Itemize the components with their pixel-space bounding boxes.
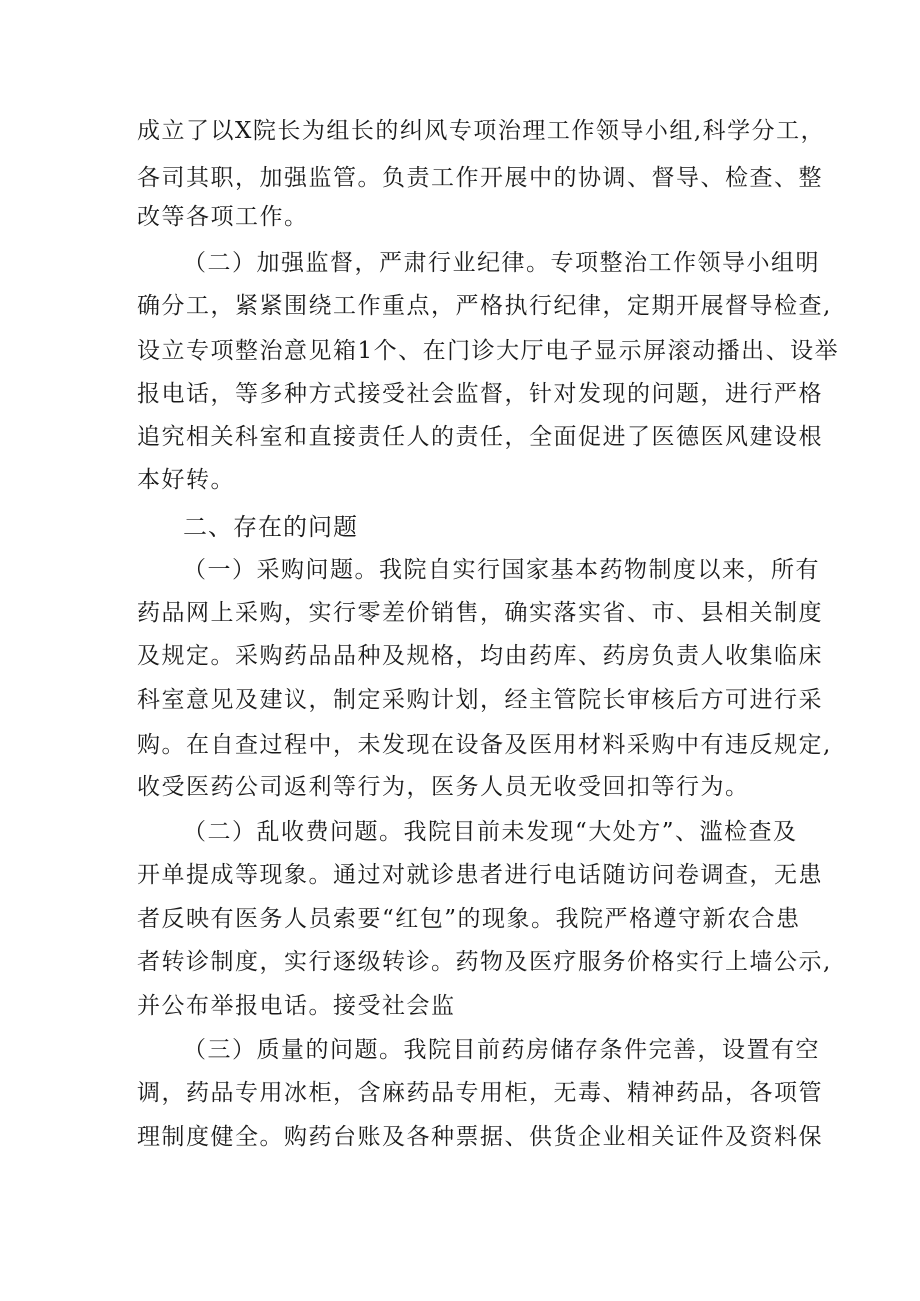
- paragraph-line: （三）质量的问题。我院目前药房储存条件完善，设置有空: [183, 1037, 820, 1063]
- paragraph-line: 报电话，等多种方式接受社会监督，针对发现的问题，进行严格: [137, 381, 823, 407]
- paragraph-line: 改等各项工作。: [137, 204, 309, 230]
- paragraph-line: 成立了以X院长为组长的纠风专项治理工作领导小组,科学分工，: [137, 118, 826, 144]
- paragraph-line: 科室意见及建议，制定采购计划，经主管院长审核后方可进行采: [137, 687, 823, 713]
- paragraph-line: 开单提成等现象。通过对就诊患者进行电话随访问卷调查，无患: [137, 862, 823, 888]
- paragraph-line: 者反映有医务人员索要“红包”的现象。我院严格遵守新农合患: [137, 906, 801, 932]
- paragraph-line: （二）加强监督，严肃行业纪律。专项整治工作领导小组明: [183, 250, 820, 276]
- paragraph-line: 药品网上采购，实行零差价销售，确实落实省、市、县相关制度: [137, 600, 823, 626]
- paragraph-line: 理制度健全。购药台账及各种票据、供货企业相关证件及资料保: [137, 1124, 823, 1150]
- paragraph-line: 调，药品专用冰柜，含麻药品专用柜，无毒、精神药品，各项管: [137, 1080, 823, 1106]
- paragraph-line: （二）乱收费问题。我院目前未发现“大处方”、滥检查及: [183, 819, 798, 845]
- paragraph-line: 追究相关科室和直接责任人的责任，全面促进了医德医风建设根: [137, 424, 823, 450]
- paragraph-line: 者转诊制度，实行逐级转诊。药物及医疗服务价格实行上墙公示,: [137, 949, 832, 975]
- section-heading: 二、存在的问题: [183, 513, 358, 541]
- paragraph-line: 本好转。: [137, 467, 235, 493]
- paragraph-line: 各司其职，加强监管。负责工作开展中的协调、督导、检查、整: [137, 165, 823, 191]
- paragraph-line: 收受医药公司返利等行为，医务人员无收受回扣等行为。: [137, 774, 750, 800]
- paragraph-line: 设立专项整治意见箱1个、在门诊大厅电子显示屏滚动播出、设举: [137, 338, 840, 364]
- paragraph-line: （一）采购问题。我院自实行国家基本药物制度以来，所有: [183, 557, 820, 583]
- paragraph-line: 购。在自查过程中，未发现在设备及医用材料采购中有违反规定,: [137, 732, 832, 758]
- paragraph-line: 及规定。采购药品品种及规格，均由药库、药房负责人收集临床: [137, 643, 823, 669]
- paragraph-line: 并公布举报电话。接受社会监: [137, 993, 456, 1019]
- paragraph-line: 确分工，紧紧围绕工作重点，严格执行纪律，定期开展督导检查,: [137, 293, 832, 319]
